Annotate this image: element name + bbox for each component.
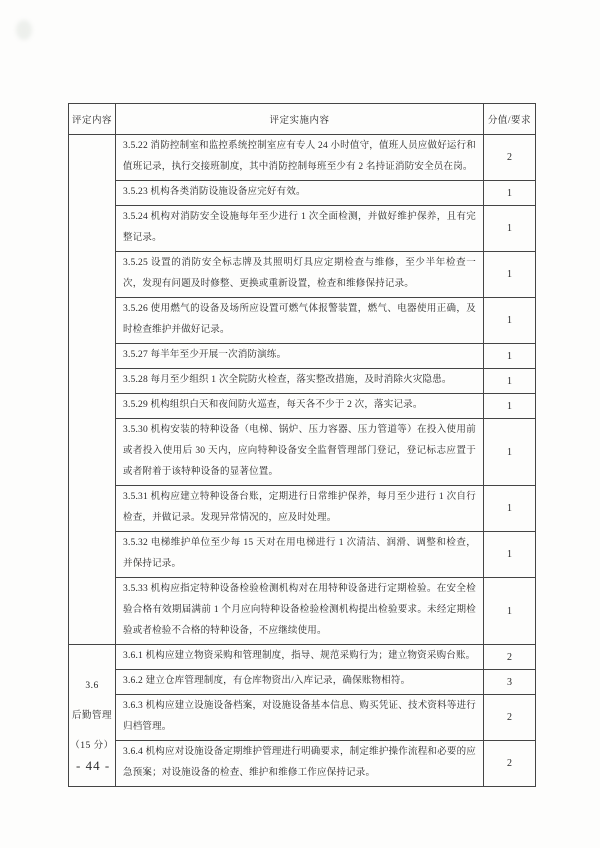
score-cell: 1: [484, 369, 536, 394]
score-cell: 2: [484, 135, 536, 181]
criteria-cell: 3.5.23 机构各类消防设施设备应完好有效。: [116, 181, 484, 206]
score-cell: 1: [484, 419, 536, 486]
table-row: [69, 369, 536, 394]
table-row: [69, 645, 536, 670]
table-row: [69, 670, 536, 695]
table-row: [69, 394, 536, 419]
table-row: [69, 532, 536, 578]
table-row: [69, 695, 536, 741]
table-row: [69, 419, 536, 486]
criteria-cell: 3.5.32 电梯维护单位至少每 15 天对在用电梯进行 1 次清洁、润滑、调整和检查，并保持记录。: [116, 532, 484, 578]
table-row: [69, 252, 536, 298]
criteria-cell: 3.6.4 机构应对设施设备定期维护管理进行明确要求，制定维护操作流程和必要的应急预案；对设施设备的检查、维护和维修工作应保持记录。: [116, 741, 484, 787]
score-cell: 1: [484, 181, 536, 206]
category-section-number: 3.6: [85, 680, 99, 691]
page-number: - 44 -: [76, 758, 111, 773]
score-cell: 1: [484, 578, 536, 645]
criteria-cell: 3.5.26 使用燃气的设备及场所应设置可燃气体报警装置，燃气、电器使用正确，及时检查维护并做好记录。: [116, 298, 484, 344]
criteria-cell: 3.5.29 机构组织白天和夜间防火巡查，每天各不少于 2 次，落实记录。: [116, 394, 484, 419]
table-row: [69, 135, 536, 181]
table-row: [69, 344, 536, 369]
criteria-cell: 3.5.22 消防控制室和监控系统控制室应有专人 24 小时值守，值班人员应做好运行和值班记录，执行交接班制度，其中消防控制每班至少有 2 名持证消防安全员在岗。: [116, 135, 484, 181]
criteria-cell: 3.5.27 每半年至少开展一次消防演练。: [116, 344, 484, 369]
criteria-cell: 3.6.3 机构应建立设施设备档案，对设施设备基本信息、购买凭证、技术资料等进行归档管理。: [116, 695, 484, 741]
criteria-cell: 3.5.24 机构对消防安全设施每年至少进行 1 次全面检测，并做好维护保养，且有完整记录。: [116, 206, 484, 252]
table-row: [69, 298, 536, 344]
score-cell: 1: [484, 394, 536, 419]
criteria-cell: 3.5.28 每月至少组织 1 次全院防火检查，落实整改措施，及时消除火灾隐患。: [116, 369, 484, 394]
criteria-cell: 3.5.31 机构应建立特种设备台账，定期进行日常维护保养，每月至少进行 1 次自行检查，并做记录。发现异常情况的，应及时处理。: [116, 486, 484, 532]
table-header-row: [69, 104, 536, 135]
criteria-cell: 3.6.1 机构应建立物资采购和管理制度，指导、规范采购行为；建立物资采购台账。: [116, 645, 484, 670]
table-row: [69, 578, 536, 645]
scan-smudge-artifact: [16, 20, 32, 40]
score-cell: 2: [484, 741, 536, 787]
category-section-points: （15 分）: [70, 740, 114, 751]
column-header-implementation: 评定实施内容: [116, 104, 484, 135]
criteria-cell: 3.5.33 机构应指定特种设备检验检测机构对在用特种设备进行定期检验。在安全检验合格有效期届满前 1 个月应向特种设备检验检测机构提出检验要求。未经定期检验或者检验不合格的特种设备，不应继续使用。: [116, 578, 484, 645]
score-cell: 3: [484, 670, 536, 695]
criteria-cell: 3.5.25 设置的消防安全标志牌及其照明灯具应定期检查与维修，至少半年检查一次，发现有问题及时修整、更换或重新设置，检查和维修保持记录。: [116, 252, 484, 298]
table-row: [69, 486, 536, 532]
score-cell: 1: [484, 252, 536, 298]
score-cell: 1: [484, 344, 536, 369]
category-cell-empty: [69, 135, 116, 645]
score-cell: 2: [484, 645, 536, 670]
criteria-cell: 3.5.30 机构安装的特种设备（电梯、锅炉、压力容器、压力管道等）在投入使用前或者投入使用后 30 天内，应向特种设备安全监督管理部门登记，登记标志应置于或者附着于该特种设备的显著位置。: [116, 419, 484, 486]
category-section-name: 后勤管理: [71, 710, 112, 721]
score-cell: 2: [484, 695, 536, 741]
score-cell: 1: [484, 298, 536, 344]
column-header-score: 分值/要求: [484, 104, 536, 135]
column-header-category: 评定内容: [69, 104, 116, 135]
score-cell: 1: [484, 206, 536, 252]
table-row: [69, 181, 536, 206]
criteria-cell: 3.6.2 建立仓库管理制度，有仓库物资出/入库记录，确保账物相符。: [116, 670, 484, 695]
score-cell: 1: [484, 486, 536, 532]
table-row: [69, 741, 536, 787]
score-cell: 1: [484, 532, 536, 578]
table-row: [69, 206, 536, 252]
assessment-criteria-table: [68, 103, 536, 787]
